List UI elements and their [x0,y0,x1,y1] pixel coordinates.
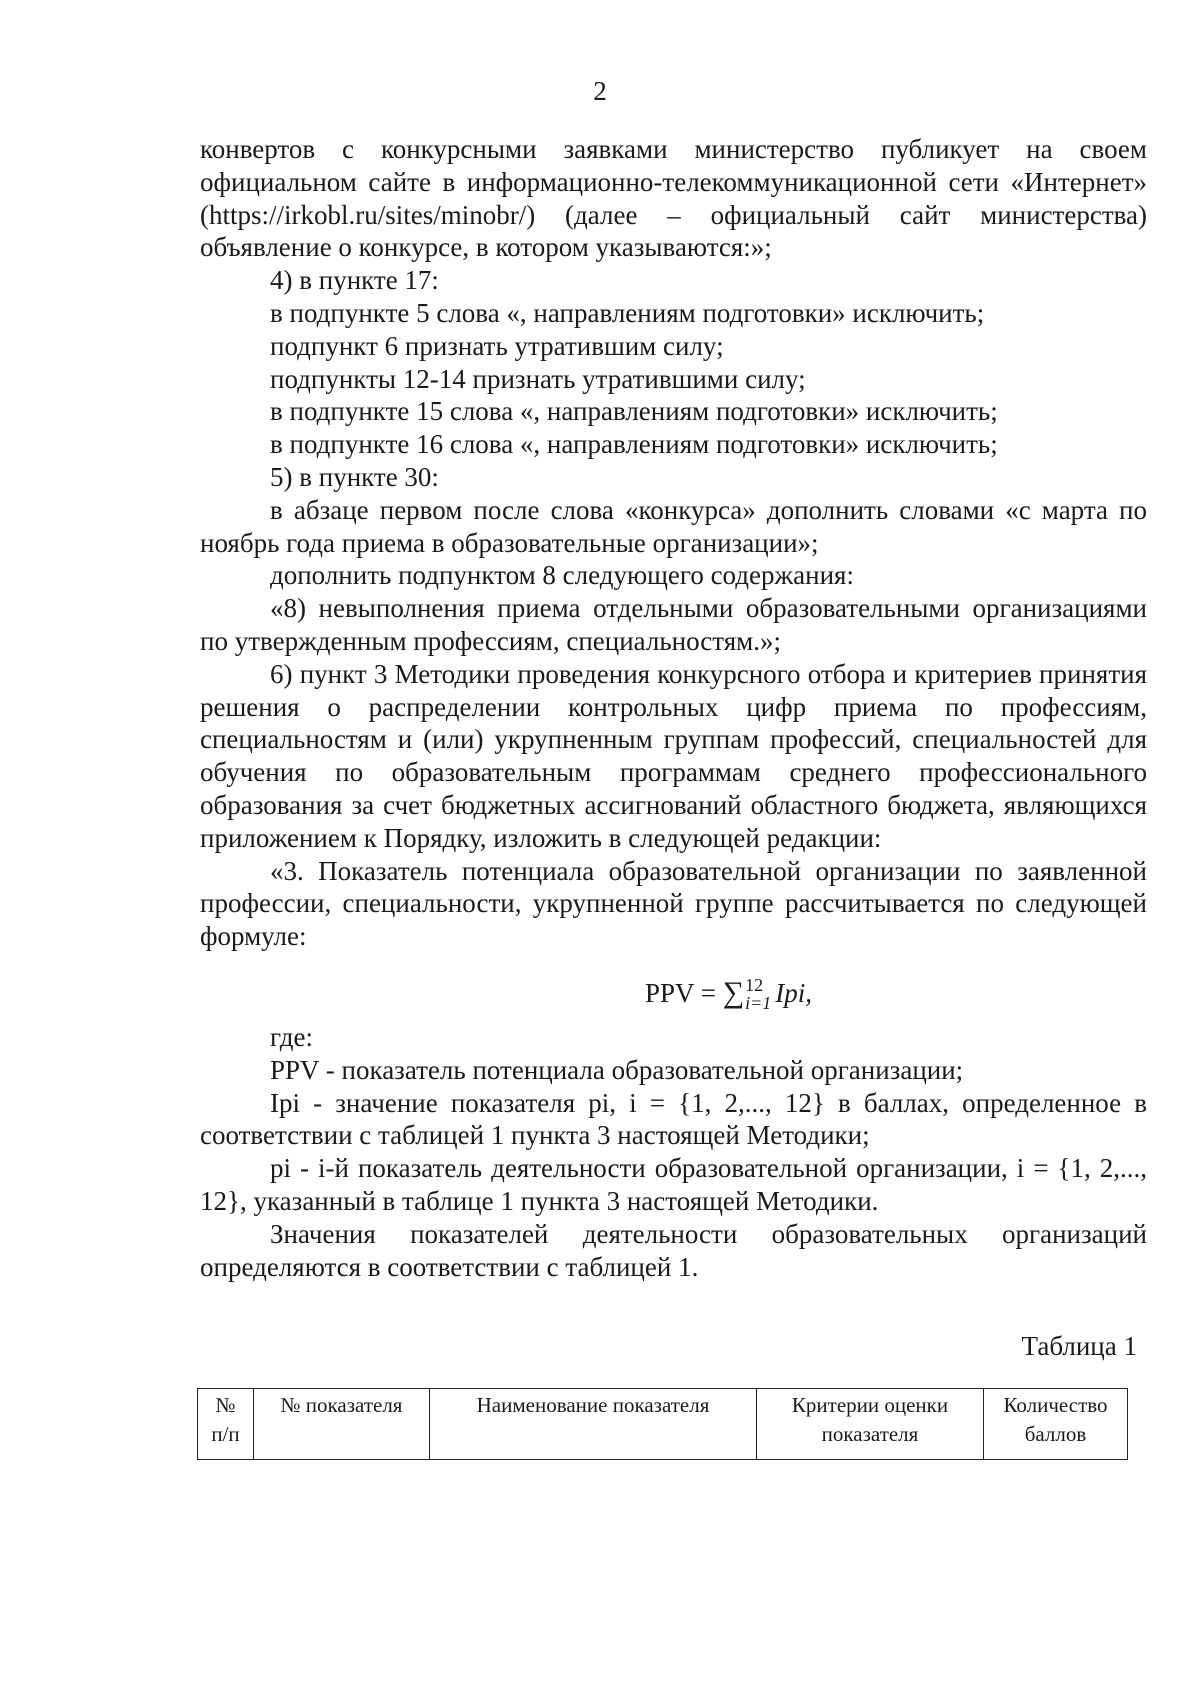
definition-ppv: PPV - показатель потенциала образовательной организации; [270,1054,964,1085]
header-points: Количество баллов [984,1389,1128,1460]
paragraph-subitem: в абзаце первом после слова «конкурса» дополнить словами «с марта по ноябрь года приема в образовательные организации»; [200,494,1147,558]
sum-symbol: ∑ [722,975,745,1009]
paragraph-item-4: 4) в пункте 17: [270,265,439,296]
header-indicator-name: Наименование показателя [430,1389,757,1460]
paragraph-quote-start: «3. Показатель потенциала образовательной организации по заявленной профессии, специальности, укрупненной группе рассчитывается по следующей формуле: [200,855,1147,952]
paragraph-subitem: подпункт 6 признать утратившим силу; [270,330,724,361]
header-criteria: Критерии оценки показателя [757,1389,984,1460]
paragraph-subitem: в подпункте 16 слова «, направлениям подготовки» исключить; [270,429,998,460]
definition-ipi: Ipi - значение показателя pi, i = {1, 2,..., 12} в баллах, определенное в соответствии с таблицей 1 пункта 3 настоящей Методики; [200,1087,1147,1151]
formula-term: Ipi, [775,977,813,1008]
paragraph-continuation: конвертов с конкурсными заявками министерство публикует на своем официальном сайте в информационно-телекоммуникационной сети «Интернет» (https://irkobl.ru/sites/minobr/) (далее – официальный сайт министерства) объявление о конкурсе, в котором указываются:»; [200,134,1147,263]
ppv-formula [200,953,1147,1021]
definition-pi: pi - i-й показатель деятельности образовательной организации, i = {1, 2,..., 12}, указанный в таблице 1 пункта 3 настоящей Методики. [200,1153,1147,1216]
paragraph-values: Значения показателей деятельности образовательных организаций определяются в соответствии с таблицей 1. [200,1218,1147,1282]
header-number-line2: п/п [211,1422,240,1446]
paragraph-subitem: в подпункте 5 слова «, направлениям подготовки» исключить; [270,297,985,328]
paragraph-quote: «8) невыполнения приема отдельными образовательными организациями по утвержденным профессиям, специальностям.»; [200,593,1147,656]
table-caption: Таблица 1 [1021,1331,1137,1361]
page-number: 2 [593,76,607,106]
header-indicator-number: № показателя [254,1389,430,1460]
definition-intro: где: [270,1021,313,1052]
table-header-row [198,1389,1128,1460]
document-body [200,133,1147,1283]
paragraph-subitem: в подпункте 15 слова «, направлениям подготовки» исключить; [270,396,998,427]
header-number-line1: № [215,1393,236,1417]
sum-upper-limit: 12 [745,974,764,995]
header-number [198,1389,254,1460]
indicators-table [197,1388,1128,1460]
paragraph-subitem: дополнить подпунктом 8 следующего содержания: [270,560,854,591]
formula-lhs: PPV = [644,977,723,1008]
sum-limits [745,976,771,1012]
paragraph-item-6: 6) пункт 3 Методики проведения конкурсного отбора и критериев принятия решения о распределении контрольных цифр приема по профессиям, специальностям и (или) укрупненным группам профессий, специальностей для обучения по образовательным программам среднего профессионального образования за счет бюджетных ассигнований областного бюджета, являющихся приложением к Порядку, изложить в следующей редакции: [200,658,1147,853]
paragraph-item-5: 5) в пункте 30: [270,461,439,492]
sum-lower-limit: i=1 [745,992,772,1013]
paragraph-subitem: подпункты 12-14 признать утратившими силу; [270,363,806,394]
